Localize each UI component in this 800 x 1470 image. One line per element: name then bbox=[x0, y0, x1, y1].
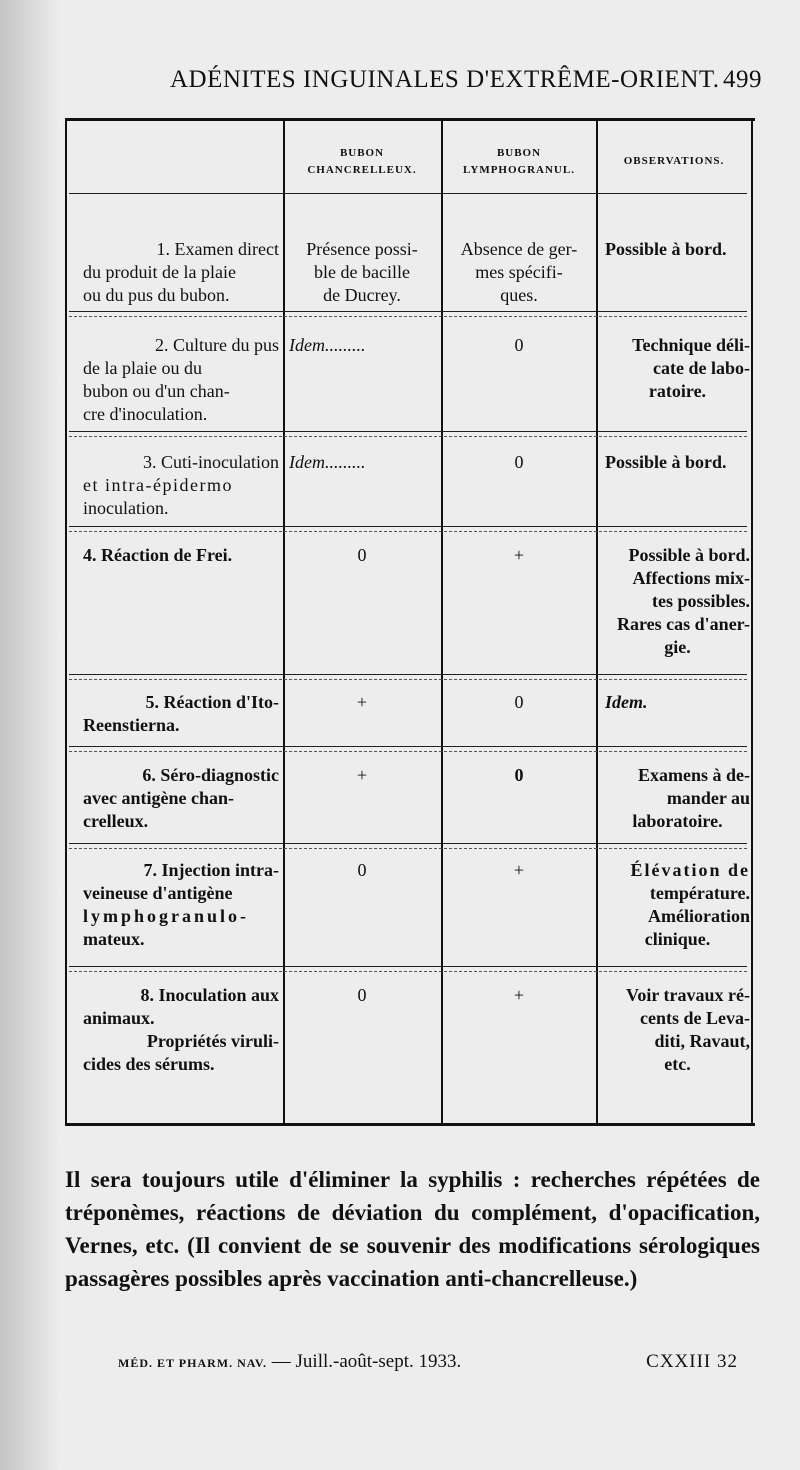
row6-lymphogranul bbox=[443, 764, 595, 787]
row5-label-line: 5. Réaction d'Ito- bbox=[145, 692, 279, 712]
row2-chancrelleux bbox=[289, 334, 439, 357]
row6-lympho-line: 0 bbox=[514, 765, 524, 785]
row2-label bbox=[83, 334, 279, 426]
row-dash-2 bbox=[69, 436, 747, 437]
body-paragraph: Il sera toujours utile d'éliminer la syphilis : recherches répétées de tréponèmes, réactions de déviation du complément, d'opacification, Vernes, etc. (Il convient de se souvenir des modifications sérologiques passagères possibles après vaccination anti-chancrelleuse.) bbox=[65, 1167, 760, 1291]
row7-observations bbox=[605, 859, 750, 951]
colhead-chancrelleux-line1: BUBON bbox=[339, 147, 385, 159]
row7-label-line: lymphogranulo- bbox=[83, 906, 250, 926]
row3-label-line: et intra-épidermo bbox=[83, 475, 233, 495]
row7-label-line: mateux. bbox=[83, 929, 145, 949]
row8-obs-line: cents de Leva- bbox=[640, 1008, 750, 1028]
colhead-lympho-line1: BUBON bbox=[496, 147, 542, 159]
row7-chancrelleux bbox=[285, 859, 439, 882]
row5-lymphogranul bbox=[443, 691, 595, 714]
row5-chancrelleux-line: + bbox=[356, 692, 368, 712]
row2-obs-line: cate de labo- bbox=[653, 358, 750, 378]
row8-label bbox=[83, 984, 279, 1076]
row1-chancrelleux bbox=[285, 238, 439, 307]
row1-lympho-line: Absence de ger- bbox=[460, 239, 578, 259]
row1-lympho-line: ques. bbox=[500, 285, 538, 305]
row7-obs-line: température. bbox=[649, 883, 750, 903]
row3-lymphogranul bbox=[443, 451, 595, 474]
row2-label-line: bubon ou d'un chan- bbox=[83, 381, 230, 401]
row6-obs-line: Examens à de- bbox=[638, 765, 750, 785]
row8-obs-line: Voir travaux ré- bbox=[626, 985, 750, 1005]
header-rule bbox=[69, 193, 747, 194]
row4-obs-line: Rares cas d'aner- bbox=[617, 614, 750, 634]
row3-label-line: 3. Cuti-inoculation bbox=[143, 452, 279, 472]
row7-obs-line: clinique. bbox=[644, 929, 711, 949]
footer-journal-line bbox=[118, 1351, 461, 1373]
row6-label-line: 6. Séro-diagnostic bbox=[142, 765, 279, 785]
row4-observations bbox=[605, 544, 750, 659]
row-dash-1 bbox=[69, 316, 747, 317]
row1-label bbox=[83, 238, 279, 307]
row8-obs-line: diti, Ravaut, bbox=[654, 1031, 750, 1051]
row6-label-line: crelleux. bbox=[83, 811, 149, 831]
row6-chancrelleux-line: + bbox=[356, 765, 368, 785]
row1-chancrelleux-line: de Ducrey. bbox=[323, 285, 401, 305]
row3-chancrelleux-line: Idem......... bbox=[289, 452, 366, 472]
colhead-observations-text: OBSERVATIONS. bbox=[623, 155, 725, 167]
footer-date: Juill.-août-sept. 1933. bbox=[295, 1351, 462, 1372]
row1-lymphogranul bbox=[443, 238, 595, 307]
colhead-chancrelleux bbox=[285, 145, 439, 179]
row4-chancrelleux bbox=[285, 544, 439, 567]
row2-label-line: cre d'inoculation. bbox=[83, 404, 208, 424]
row7-chancrelleux-line: 0 bbox=[357, 860, 367, 880]
row8-label-line: animaux. bbox=[83, 1008, 155, 1028]
table-rule-col3 bbox=[596, 121, 598, 1123]
row8-obs-line: etc. bbox=[664, 1054, 691, 1074]
row6-label bbox=[83, 764, 279, 833]
colhead-chancrelleux-line2: CHANCRELLEUX. bbox=[307, 164, 417, 176]
row4-obs-line: Possible à bord. bbox=[628, 545, 750, 565]
row8-label-line: cides des sérums. bbox=[83, 1054, 215, 1074]
row7-label-line: 7. Injection intra- bbox=[143, 860, 279, 880]
row4-label-line: 4. Réaction de Frei. bbox=[83, 545, 233, 565]
row6-label-line: avec antigène chan- bbox=[83, 788, 234, 808]
row4-label bbox=[83, 544, 279, 567]
row2-lymphogranul bbox=[443, 334, 595, 357]
row-dash-7 bbox=[69, 971, 747, 972]
footer-journal: MÉD. ET PHARM. NAV. bbox=[118, 1356, 268, 1370]
row7-obs-line: Élévation de bbox=[630, 860, 750, 880]
row8-lympho-line: + bbox=[513, 985, 525, 1005]
row6-observations bbox=[605, 764, 750, 833]
row3-observations bbox=[605, 451, 750, 474]
row4-obs-line: tes possibles. bbox=[651, 591, 750, 611]
footer-dash: — bbox=[271, 1351, 291, 1372]
row8-label-line: 8. Inoculation aux bbox=[140, 985, 279, 1005]
row-rule-3 bbox=[69, 526, 747, 527]
row3-chancrelleux bbox=[289, 451, 439, 474]
row7-obs-line: Amélioration bbox=[648, 906, 750, 926]
row5-obs-line: Idem. bbox=[605, 692, 648, 712]
row3-label bbox=[83, 451, 279, 520]
footer-signature: CXXIII 32 bbox=[646, 1351, 738, 1372]
row7-label-line: veineuse d'antigène bbox=[83, 883, 233, 903]
row-rule-7 bbox=[69, 966, 747, 967]
running-title: ADÉNITES INGUINALES D'EXTRÊME-ORIENT. bbox=[170, 66, 720, 93]
row2-label-line: de la plaie ou du bbox=[83, 358, 202, 378]
row6-obs-line: laboratoire. bbox=[632, 811, 723, 831]
row7-label bbox=[83, 859, 279, 951]
comparison-table bbox=[65, 118, 755, 1126]
row4-obs-line: Affections mix- bbox=[632, 568, 750, 588]
row8-label-line: Propriétés viruli- bbox=[146, 1031, 279, 1051]
row4-lympho-line: + bbox=[513, 545, 525, 565]
row1-lympho-line: mes spécifi- bbox=[475, 262, 563, 282]
colhead-lymphogranul bbox=[443, 145, 595, 179]
row6-chancrelleux bbox=[285, 764, 439, 787]
row1-chancrelleux-line: ble de bacille bbox=[314, 262, 410, 282]
row2-obs-line: Technique déli- bbox=[632, 335, 750, 355]
row2-label-line: 2. Culture du pus bbox=[155, 335, 279, 355]
row8-lymphogranul bbox=[443, 984, 595, 1007]
row1-chancrelleux-line: Présence possi- bbox=[306, 239, 418, 259]
colhead-lympho-line2: LYMPHOGRANUL. bbox=[463, 164, 575, 176]
row1-label-line: 1. Examen direct bbox=[156, 239, 279, 259]
row8-chancrelleux bbox=[285, 984, 439, 1007]
row-rule-4 bbox=[69, 674, 747, 675]
row-dash-6 bbox=[69, 848, 747, 849]
row5-chancrelleux bbox=[285, 691, 439, 714]
row-rule-5 bbox=[69, 746, 747, 747]
row3-label-line: inoculation. bbox=[83, 498, 169, 518]
table-rule-right bbox=[751, 121, 753, 1123]
row3-lympho-line: 0 bbox=[514, 452, 524, 472]
row2-chancrelleux-line: Idem......... bbox=[289, 335, 366, 355]
row-dash-4 bbox=[69, 679, 747, 680]
page-number: 499 bbox=[723, 66, 762, 93]
row4-chancrelleux-line: 0 bbox=[357, 545, 367, 565]
row-rule-2 bbox=[69, 431, 747, 432]
row2-obs-line: ratoire. bbox=[648, 381, 707, 401]
row1-label-line: ou du pus du bubon. bbox=[83, 285, 230, 305]
row-rule-6 bbox=[69, 843, 747, 844]
row4-lymphogranul bbox=[443, 544, 595, 567]
row1-observations bbox=[605, 238, 750, 261]
row5-lympho-line: 0 bbox=[514, 692, 524, 712]
row2-observations bbox=[605, 334, 750, 403]
row7-lymphogranul bbox=[443, 859, 595, 882]
table-rule-left bbox=[65, 121, 67, 1123]
row2-lympho-line: 0 bbox=[514, 335, 524, 355]
row3-obs-line: Possible à bord. bbox=[605, 452, 727, 472]
row1-label-line: du produit de la plaie bbox=[83, 262, 236, 282]
row-dash-3 bbox=[69, 531, 747, 532]
row4-obs-line: gie. bbox=[664, 637, 691, 657]
row1-obs-line: Possible à bord. bbox=[605, 239, 727, 259]
row5-label-line: Reenstierna. bbox=[83, 715, 180, 735]
row-rule-1 bbox=[69, 311, 747, 312]
row8-chancrelleux-line: 0 bbox=[357, 985, 367, 1005]
row8-observations bbox=[605, 984, 750, 1076]
row-dash-5 bbox=[69, 751, 747, 752]
colhead-observations bbox=[598, 153, 750, 170]
row6-obs-line: mander au bbox=[666, 788, 750, 808]
row5-observations bbox=[605, 691, 750, 714]
row5-label bbox=[83, 691, 279, 737]
row7-lympho-line: + bbox=[513, 860, 525, 880]
